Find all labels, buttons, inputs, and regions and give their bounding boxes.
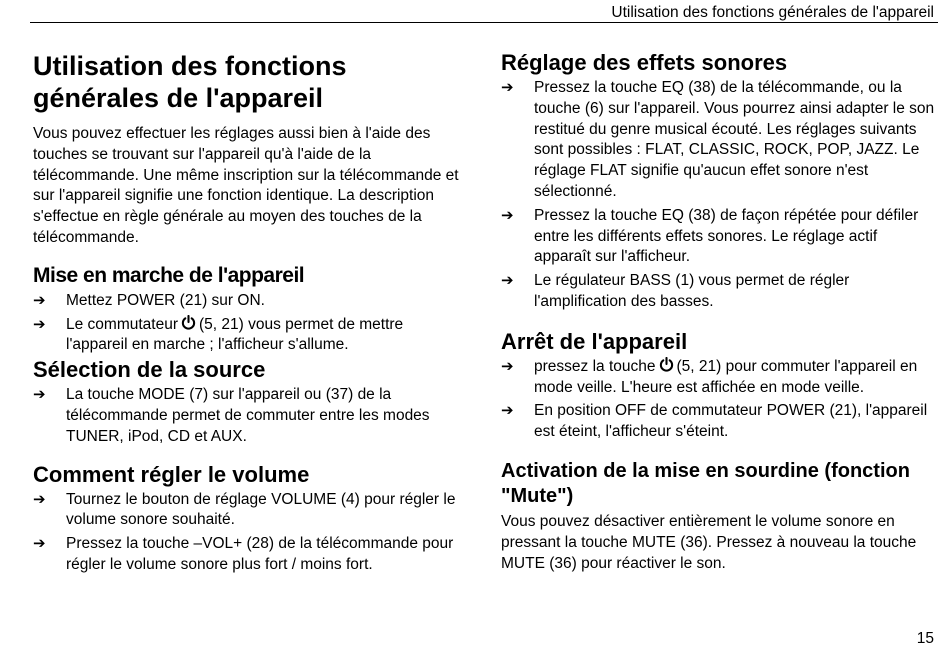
running-header: Utilisation des fonctions générales de l'appareil — [611, 4, 934, 21]
list-item-text: Pressez la touche EQ (38) de façon répétée pour défiler entre les différents effets sonores. Le réglage actif apparaît sur l'afficheur. — [534, 206, 919, 266]
arrow-right-icon: ➔ — [501, 79, 514, 96]
heading-source: Sélection de la source — [33, 357, 266, 383]
list-item-text: Pressez la touche EQ (38) de la télécommande, ou la touche (6) sur l'appareil. Vous pourrez ainsi adapter le son restitué du genre musical écouté. Les réglages suivants sont possibles : FLAT, CLASSIC, ROCK, POP, JAZZ. Le réglage FLAT signifie qu'aucun effet sonore n'est sélectionné. — [534, 79, 935, 200]
power-on-list — [33, 291, 463, 356]
list-item — [33, 385, 463, 447]
list-item-text-before: Le commutateur — [66, 315, 178, 333]
arrow-right-icon: ➔ — [33, 386, 46, 404]
arrow-right-icon: ➔ — [501, 272, 514, 290]
sound-effects-list — [501, 78, 938, 313]
arrow-right-icon: ➔ — [33, 535, 46, 553]
heading-mute: Activation de la mise en sourdine (fonction "Mute") — [501, 459, 910, 507]
heading-sound-effects: Réglage des effets sonores — [501, 50, 788, 75]
list-item-text-after: (5, 21) pour commuter l'appareil en mode veille. L'heure est affichée en mode veille. — [534, 357, 918, 396]
left-column — [33, 50, 463, 579]
list-item — [33, 534, 463, 576]
heading-volume: Comment régler le volume — [33, 461, 310, 487]
list-item-text: Tournez le bouton de réglage VOLUME (4) pour régler le volume sonore souhaité. — [66, 490, 456, 529]
list-item-text: Le régulateur BASS (1) vous permet de régler l'amplification des basses. — [534, 272, 850, 310]
list-item-text: La touche MODE (7) sur l'appareil ou (37) de la télécommande permet de commuter entre les modes TUNER, iPod, CD et AUX. — [66, 386, 430, 445]
list-item — [501, 401, 938, 443]
list-item-text: Pressez la touche –VOL+ (28) de la télécommande pour régler le volume sonore plus fort / moins fort. — [66, 535, 454, 573]
list-item — [501, 271, 938, 313]
arrow-right-icon: ➔ — [501, 402, 514, 420]
power-icon — [659, 357, 674, 372]
right-column — [501, 50, 938, 574]
heading-power-off: Arrêt de l'appareil — [501, 328, 688, 354]
mute-paragraph: Vous pouvez désactiver entièrement le volume sonore en pressant la touche MUTE (36). Pressez à nouveau la touche MUTE (36) pour réactiver le son. — [501, 512, 917, 572]
list-item — [501, 206, 938, 268]
volume-list — [33, 490, 463, 576]
list-item — [33, 291, 463, 312]
list-item-text-after: (5, 21) vous permet de mettre l'appareil en marche ; l'afficheur s'allume. — [66, 315, 404, 354]
page-number: 15 — [916, 630, 934, 647]
list-item — [33, 490, 463, 532]
list-item — [33, 315, 463, 357]
arrow-right-icon: ➔ — [501, 206, 514, 224]
arrow-right-icon: ➔ — [33, 315, 46, 333]
intro-paragraph: Vous pouvez effectuer les réglages aussi bien à l'aide des touches se trouvant sur l'appareil qu'à l'aide de la télécommande. Une même inscription sur la télécommande et sur l'appareil signifie une fonction identique. La description s'effectue en règle générale au moyen des touches de la télécommande. — [33, 125, 459, 246]
arrow-right-icon: ➔ — [33, 291, 46, 309]
list-item-text-before: pressez la touche — [534, 357, 656, 375]
header-rule — [30, 22, 938, 23]
list-item-text: Mettez POWER (21) sur ON. — [66, 291, 265, 309]
page-title: Utilisation des fonctions générales de l'appareil — [33, 51, 347, 113]
arrow-right-icon: ➔ — [33, 490, 46, 508]
power-off-list — [501, 357, 938, 443]
source-list — [33, 385, 463, 447]
list-item — [501, 357, 938, 399]
list-item — [501, 78, 938, 203]
heading-power-on: Mise en marche de l'appareil — [33, 263, 305, 287]
power-icon — [181, 315, 196, 330]
arrow-right-icon: ➔ — [501, 357, 514, 375]
list-item-text: En position OFF de commutateur POWER (21), l'appareil est éteint, l'afficheur s'éteint. — [534, 402, 928, 441]
